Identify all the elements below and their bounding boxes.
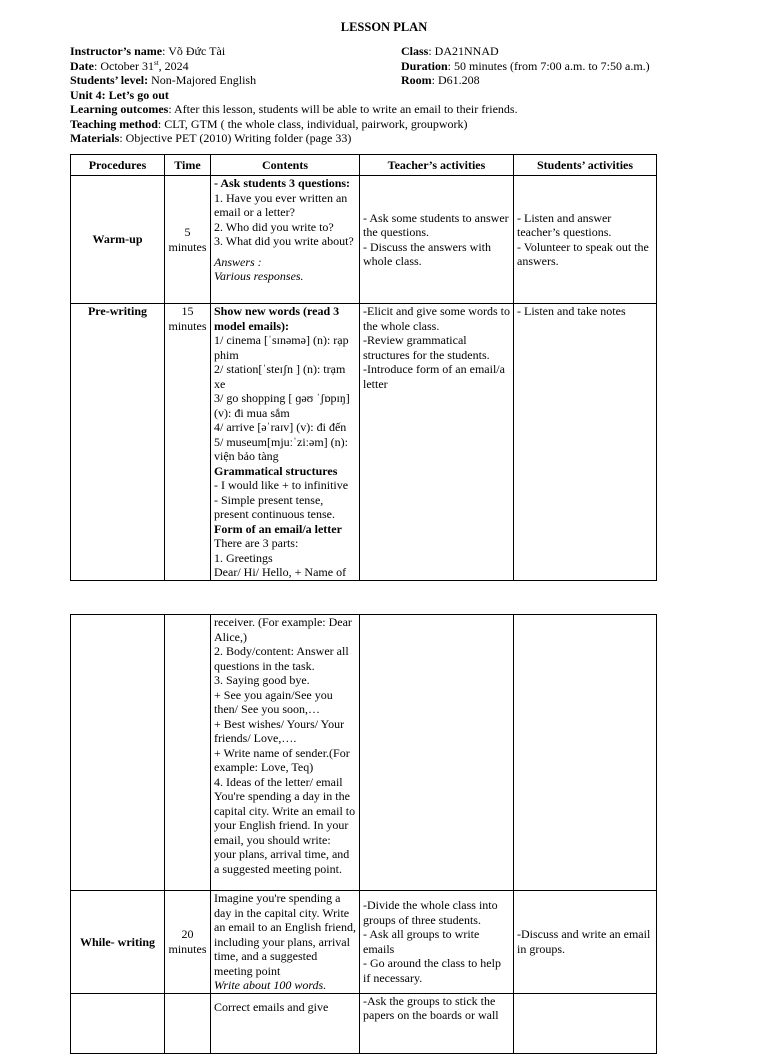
warmup-teacher: - Ask some students to answer the questions. - Discuss the answers with whole class. (360, 176, 514, 304)
unit-title: Unit 4: Let’s go out (70, 87, 169, 102)
table-row-prewriting-continued (71, 615, 657, 891)
warmup-students: - Listen and answer teacher’s questions. - Volunteer to speak out the answers. (514, 176, 657, 304)
postwriting-teacher: -Ask the groups to stick the papers on the boards or wall (360, 993, 514, 1053)
whilewriting-students: -Discuss and write an email in groups. (514, 891, 657, 994)
table-row-prewriting (71, 304, 657, 581)
col-procedures: Procedures (71, 155, 165, 176)
whilewriting-procedure: While- writing (71, 891, 165, 994)
outcomes-value: : After this lesson, students will be able to write an email to their friends. (168, 102, 518, 116)
date-year: , 2024 (158, 58, 189, 73)
warmup-time: 5 minutes (165, 176, 211, 304)
prewriting-procedure: Pre-writing (71, 304, 165, 581)
outcomes-label: Learning outcomes (70, 102, 169, 116)
col-students-activities: Students’ activities (514, 155, 657, 176)
warmup-procedure: Warm-up (71, 176, 165, 304)
method-value: : CLT, GTM ( the whole class, individual, pairwork, groupwork) (157, 116, 468, 131)
method-label: Teaching method (70, 116, 158, 131)
table-row-postwriting (71, 993, 657, 1053)
col-teacher-activities: Teacher’s activities (360, 155, 514, 176)
continued-time (165, 615, 211, 891)
level-value: Non-Majored English (148, 73, 257, 87)
continued-students (514, 615, 657, 891)
prewriting-teacher: -Elicit and give some words to the whole class. -Review grammatical structures for the students. -Introduce form of an email/a letter (360, 304, 514, 581)
date-suffix: st (153, 58, 159, 67)
continued-teacher (360, 615, 514, 891)
prewriting-students: - Listen and take notes (514, 304, 657, 581)
date-value: : October 31 (94, 58, 154, 73)
class-value: : DA21NNAD (428, 44, 499, 58)
materials-value: : Objective PET (2010) Writing folder (page 33) (119, 131, 352, 145)
duration-label: Duration (401, 58, 448, 73)
table-header-row (71, 155, 657, 176)
whilewriting-teacher: -Divide the whole class into groups of three students. - Ask all groups to write emails - Go around the class to help if necessary. (360, 891, 514, 994)
col-time: Time (165, 155, 211, 176)
page-title: LESSON PLAN (340, 20, 428, 34)
room-value: : D61.208 (431, 73, 480, 87)
postwriting-contents: Correct emails and give (211, 993, 360, 1053)
prewriting-contents: Show new words (read 3 model emails): 1/ cinema [ˈsɪnəmə] (n): rạp phim 2/ station[ˈsteɪʃn ] (n): trạm xe 3/ go shopping [ ɡəʊ ˈʃɒpɪŋ] (v): đi mua sắm 4/ arrive [əˈraɪv] (v): đi đến 5/ museum[mjuːˈziːəm] (n): viện bảo tàng Grammatical structures - I would like + to infinitive - Simple present tense, present continuous tense. Form of an email/a letter There are 3 parts: 1. Greetings Dear/ Hi/ Hello, + Name of (211, 304, 360, 581)
postwriting-time (165, 993, 211, 1053)
whilewriting-time: 20 minutes (165, 891, 211, 994)
room-label: Room (401, 73, 432, 87)
prewriting-time: 15 minutes (165, 304, 211, 581)
date-label: Date (70, 58, 94, 73)
procedure-table (70, 154, 657, 581)
table-row-whilewriting (71, 891, 657, 994)
lesson-header (70, 44, 710, 146)
whilewriting-contents: Imagine you're spending a day in the capital city. Write an email to an English friend, including your plans, arrival time, and a suggested meeting point Write about 100 words. (211, 891, 360, 994)
postwriting-students (514, 993, 657, 1053)
level-label: Students’ level: (70, 73, 149, 87)
class-label: Class (401, 44, 429, 58)
instructor-label: Instructor’s name (70, 44, 163, 58)
duration-value: : 50 minutes (from 7:00 a.m. to 7:50 a.m.) (447, 58, 650, 73)
procedure-table-continued (70, 614, 657, 1054)
materials-label: Materials (70, 131, 120, 145)
postwriting-procedure (71, 993, 165, 1053)
table-row-warmup (71, 176, 657, 304)
col-contents: Contents (211, 155, 360, 176)
continued-contents: receiver. (For example: Dear Alice,) 2. Body/content: Answer all questions in the task. 3. Saying good bye. + See you again/See you then/ See you soon,… + Best wishes/ Yours/ Your friends/ Love,…. + Write name of sender.(For example: Love, Teq) 4. Ideas of the letter/ email You're spending a day in the capital city. Write an email to your English friend. In your email, you should write: your plans, arrival time, and a suggested meeting point. (211, 615, 360, 891)
warmup-contents: - Ask students 3 questions: 1. Have you ever written an email or a letter? 2. Who did you write to? 3. What did you write about? Answers : Various responses. (211, 176, 360, 304)
instructor-value: : Võ Đức Tài (162, 44, 226, 58)
continued-procedure (71, 615, 165, 891)
